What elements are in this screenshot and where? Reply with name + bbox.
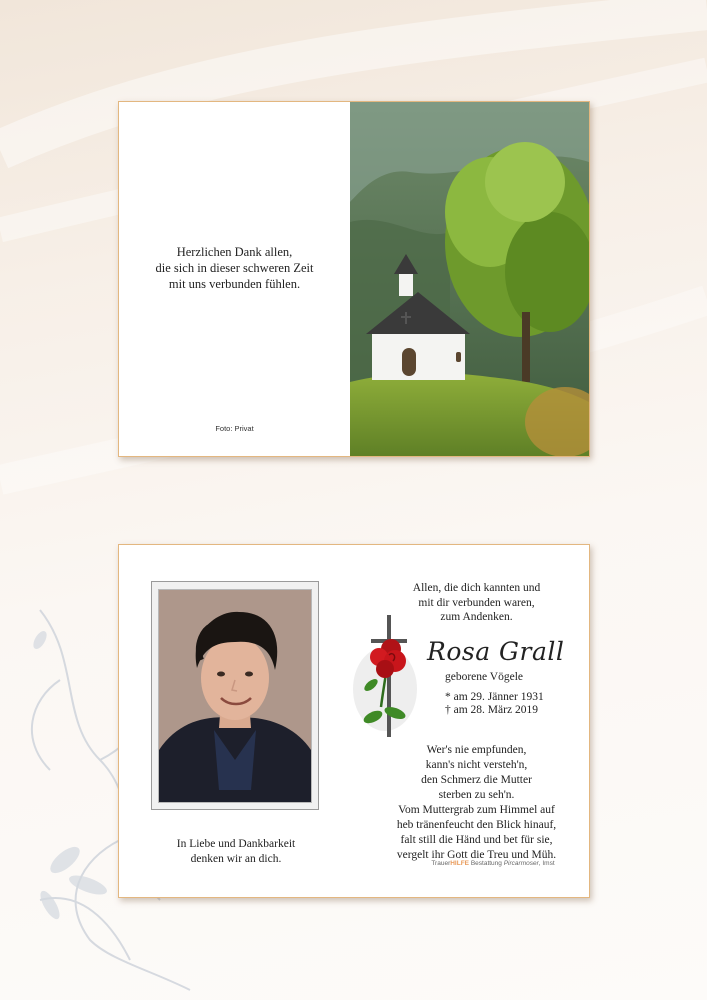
poem-line: vergelt ihr Gott die Treu und Müh. [396,849,557,861]
memorial-card [118,544,590,898]
memory-line: In Liebe und Dankbarkeit [176,838,296,850]
poem-line: heb tränenfeucht den Blick hinauf, [396,819,557,831]
thanks-text [119,244,350,292]
poem-line: kann's nicht versteh'n, [425,759,528,771]
life-dates [445,691,585,717]
photo-credit: Foto: Privat [215,424,254,433]
poem-line: falt still die Händ und bet für sie, [400,834,553,846]
footer-prefix: Trauer [431,860,451,867]
birth-date: * am 29. Jänner 1931 [445,691,544,703]
maiden-name: geborene Vögele [445,671,524,683]
thank-you-card [118,101,590,457]
intro-line: mit dir verbunden waren, [418,596,535,609]
memory-text [131,837,341,867]
portrait-frame [151,581,319,810]
poem-line: Vom Muttergrab zum Himmel auf [398,804,555,816]
thanks-line: Herzlichen Dank allen, [176,245,293,259]
intro-line: Allen, die dich kannten und [412,582,541,594]
deceased-name: Rosa Grall [427,637,565,666]
portrait-photo [158,589,312,803]
intro-line: zum Andenken. [440,611,513,623]
poem-line: Wer's nie empfunden, [426,744,527,756]
funeral-home-footer [419,860,567,867]
footer-suffix: , Imst [538,860,555,867]
thanks-line: die sich in dieser schweren Zeit [155,261,314,275]
death-date: † am 28. März 2019 [445,704,538,716]
cross-with-rose-icon [347,611,427,741]
thanks-line: mit uns verbunden fühlen. [168,277,301,291]
poem-line: den Schmerz die Mutter [421,774,532,786]
footer-brand: HILFE [450,860,470,867]
footer-middle: Bestattung [469,860,504,867]
card-left-page [119,102,350,456]
poem [369,743,584,863]
poem-line: sterben zu seh'n. [438,789,515,801]
chapel-landscape-photo [350,102,589,456]
footer-company: Pircarmoser [503,860,539,867]
memory-line: denken wir an dich. [190,853,282,865]
portrait-illustration [159,590,311,802]
